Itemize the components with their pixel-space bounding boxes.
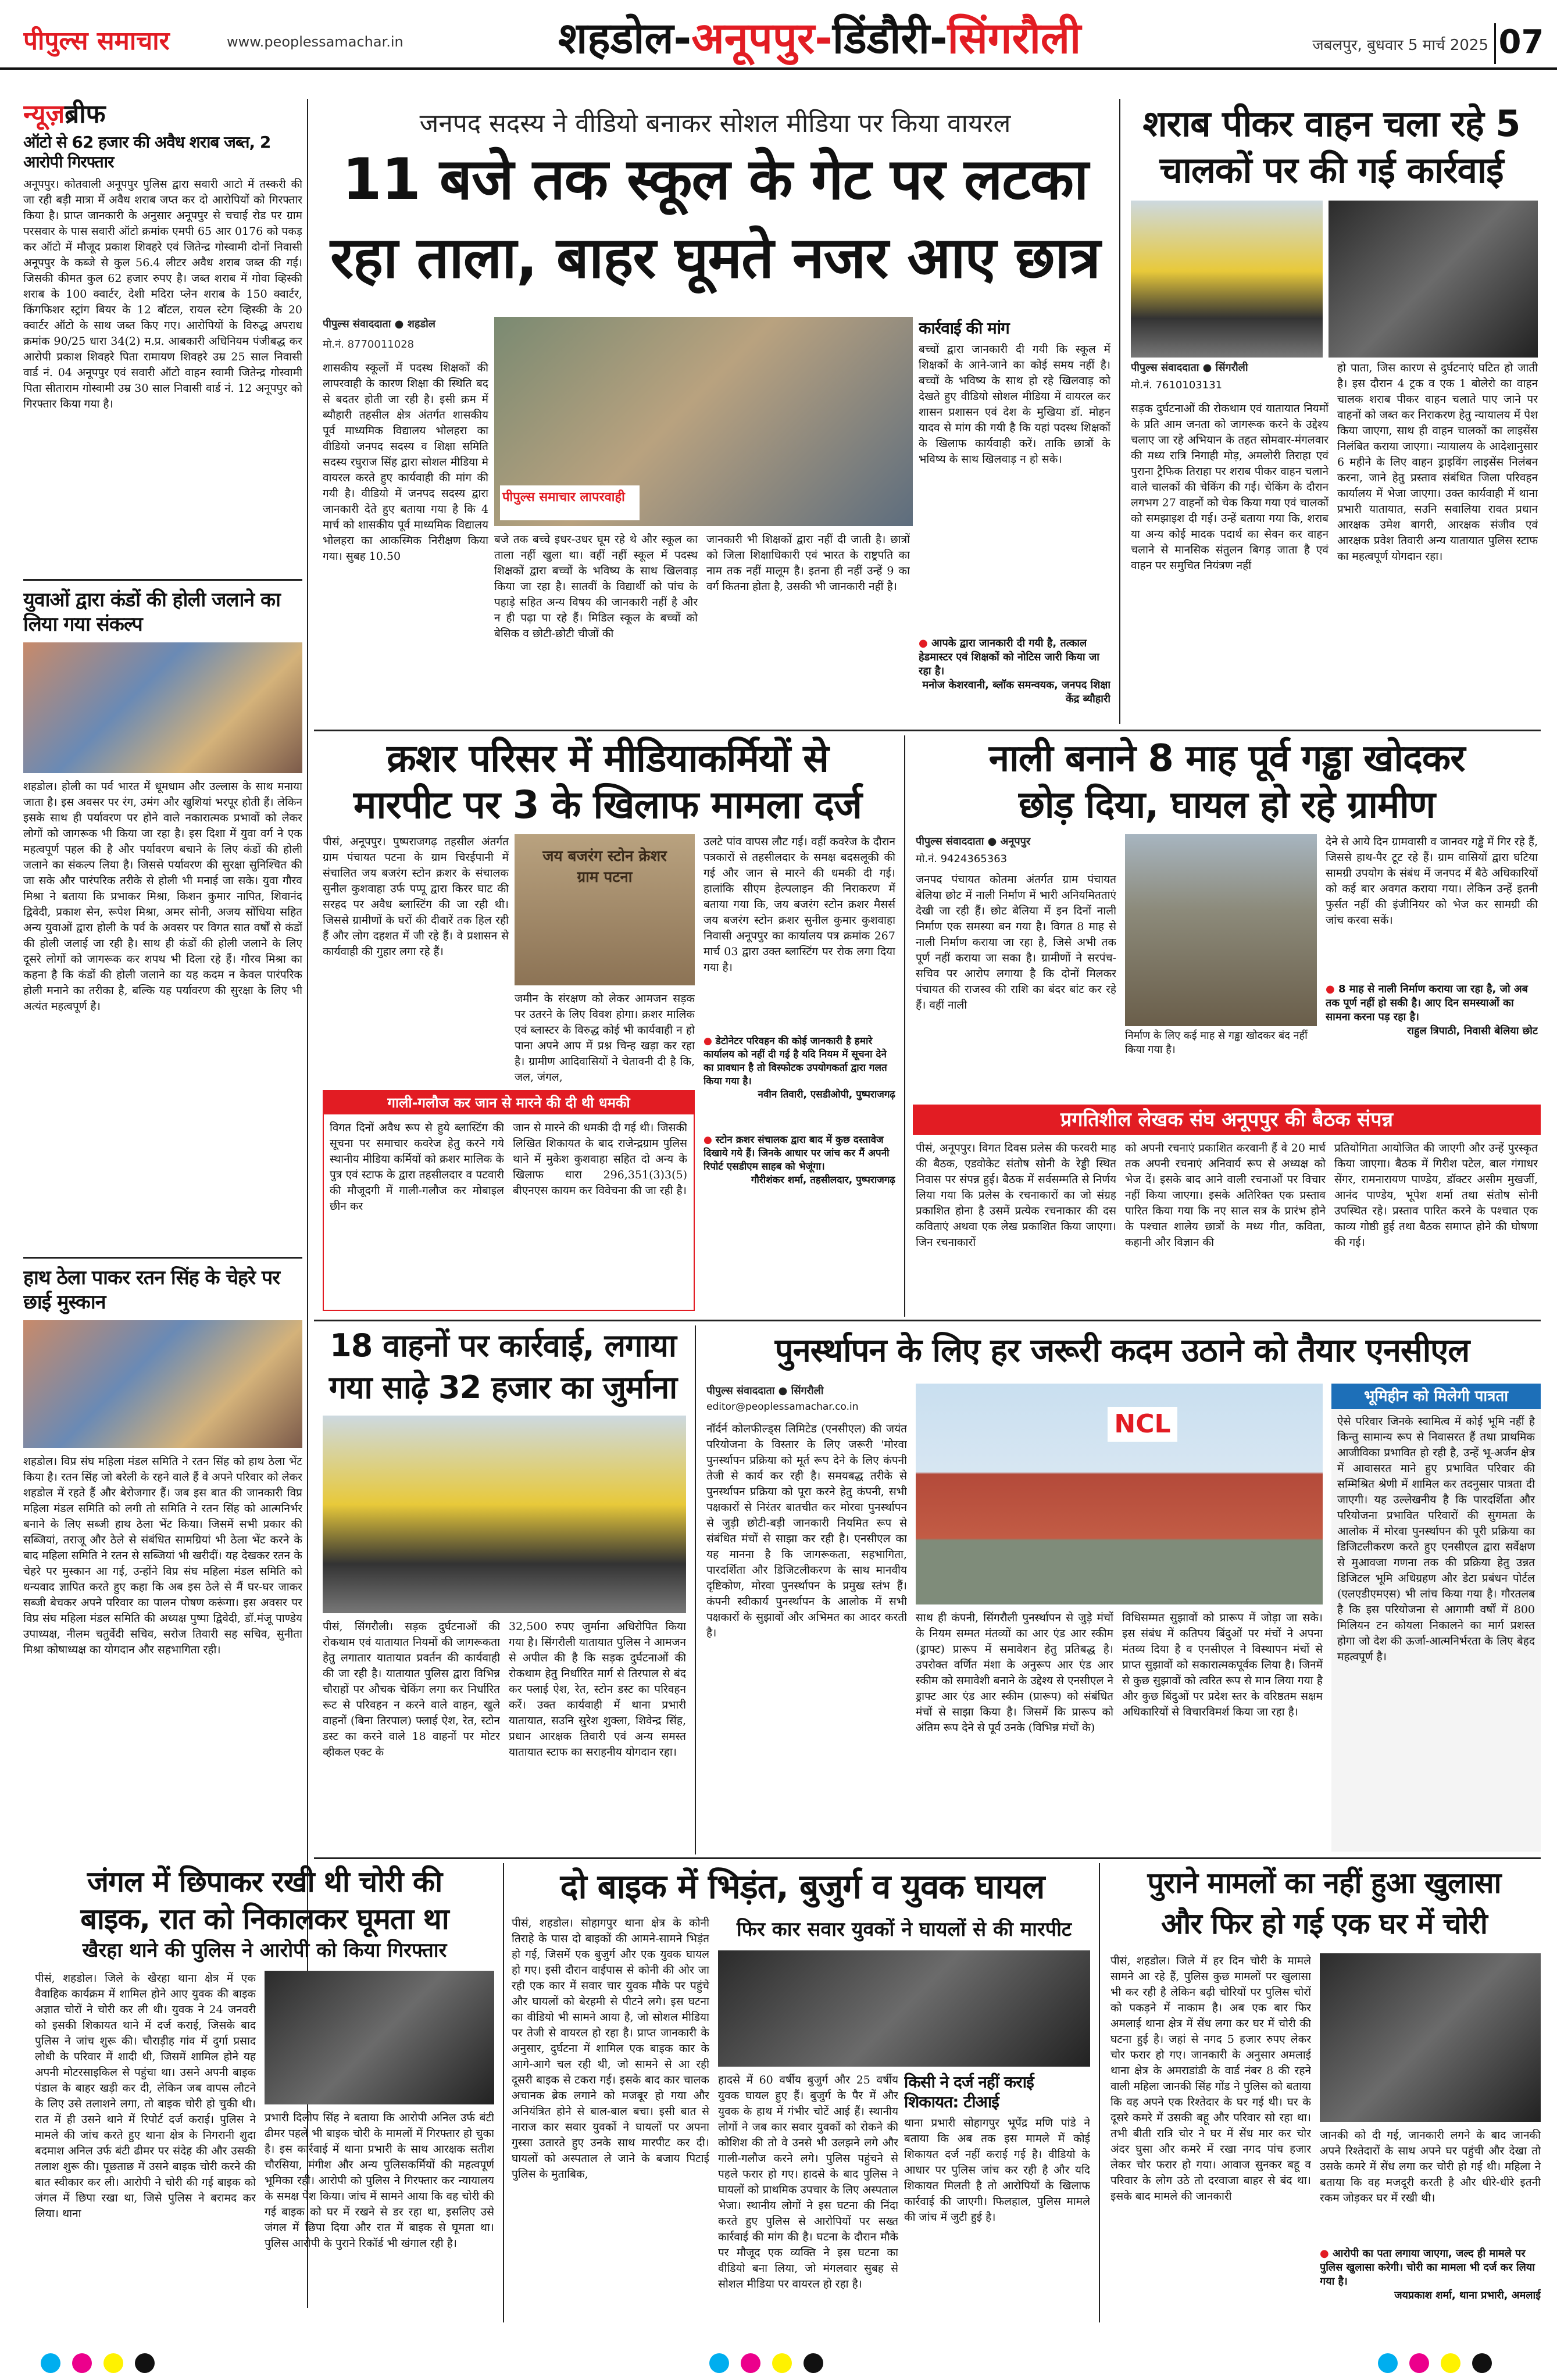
section-title-shahdol: शहडोल- — [558, 13, 692, 63]
school-byline: पीपुल्स संवाददाता ● शहडोल — [323, 318, 435, 330]
house-theft-headline-1: पुराने मामलों का नहीं हुआ खुलासा — [1147, 1866, 1501, 1900]
vehicle-col1: पीसं, सिंगरौली। सड़क दुर्घटनाओं की रोकथाम एवं यातायात नियमों की जागरूकता हेतु लगातार यातायात प्रवर्तन की कार्यवाही की जा रही है। यातायात पुलिस द्वारा विभिन्न चौराहों पर औचक चेकिंग लगा कर निर्धारित रूट से परिवहन न करने वाले वाहन, खुले वाहनों (बिना तिरपाल) फ्लाई ऐश, रेत, स्टोन डस्ट का करने वाले 18 वाहनों पर मोटर व्हीकल एक्ट के — [323, 1620, 500, 1759]
bike-theft-subhead: खैरहा थाने की पुलिस ने आरोपी को किया गिरफ्तार — [82, 1939, 447, 1962]
row-divider — [314, 1320, 1541, 1321]
drain-col1: जनपद पंचायत कोतमा अंतर्गत ग्राम पंचायत बेलिया छोट में नाली निर्माण में भारी अनियमितताएं देखी जा रही हैं। छोट बेलिया में इन दिनों नाली निर्माण एक समस्या बन गया है। विगत 8 माह से नाली निर्माण कराया जा रहा है, जिसे अभी तक पूर्ण नहीं कराया जा सका है। ग्रामीणों ने सरपंच-सचिव पर आरोप लगाया है कि दोनों मिलकर पंचायत की राजस्व की राशि का बंदर बांट कर रहे हैं। वहीं नाली — [916, 873, 1116, 1012]
cmyk-right — [1372, 2353, 1523, 2377]
ncl-col1: नॉर्दर्न कोलफील्ड्स लिमिटेड (एनसीएल) की जयंत परियोजना के विस्तार के लिए जरूरी 'मोरवा पुनर्स्थापन प्रक्रिया को मूर्त रूप देने के लिए कंपनी तेजी से कार्य कर रही है। समयबद्ध तरीके से पुनर्स्थापन प्रक्रिया को पूरा करने हेतु कंपनी, सभी पक्षकारों से निरंतर बातचीत कर मोरवा पुनर्स्थापन से जुड़ी छोटी-बड़ी जानकारी नियमित रूप से संबंधित मंचों से साझा कर रही है। एनसीएल का यह मानना है कि जागरूकता, सहभागिता, पारदर्शिता और डिजिटलीकरण के साथ मानवीय दृष्टिकोण, मोरवा पुनर्स्थापन के प्रमुख स्तंभ हैं। कंपनी स्वीकार्य पुनर्स्थापन के आलोक में सभी पक्षकारों के सुझावों और अभिमत का आदर करती है। — [706, 1423, 907, 1639]
ncl-col3: विधिसम्मत सुझावों को प्रारूप में जोड़ा जा सके। इस संबंध में कतिपय बिंदुओं पर मंचों ने अपना मंतव्य दिया है व एनसीएल ने विस्थापन मंचों से प्राप्त सुझावों को सकारात्मकपूर्वक लिया है। जिनमें से कुछ सुझावों को त्वरित रूप से मान लिया गया है और कुछ बिंदुओं पर प्रदेश स्तर के वरिष्ठतम सक्षम अधिकारियों से विचारविमर्श किया जा रहा है। — [1122, 1611, 1323, 1718]
crusher-col2: जमीन के संरक्षण को लेकर आमजन सड़क पर उतरने के लिए विवश होगा। क्रशर मालिक एवं ब्लास्टर के विरुद्ध कोई भी कार्यवाही न हो पाना अपने आप में प्रश्न चिन्ह खड़ा कर रहा है। ग्रामीण आदिवासियों ने चेतावनी दी है कि, जल, जंगल, — [515, 992, 695, 1084]
quote-marker-icon: ● — [1326, 983, 1335, 995]
accident-headline: दो बाइक में भिड़ंत, बुजुर्ग व युवक घायल — [560, 1867, 1045, 1906]
drunk-headline-1: शराब पीकर वाहन चला रहे 5 — [1142, 102, 1520, 145]
row-divider — [314, 730, 1541, 731]
accident-subhead: फिर कार सवार युवकों ने घायलों से की मारपीट — [736, 1918, 1072, 1941]
school-photo-tag: पीपुल्स समाचार लापरवाही — [500, 485, 640, 520]
school-photo — [494, 317, 913, 526]
row-divider — [314, 1857, 1541, 1859]
writers-headline: प्रगतिशील लेखक संघ अनूपपुर की बैठक संपन्न — [913, 1105, 1541, 1135]
school-col4: बच्चों द्वारा जानकारी दी गयी कि स्कूल में शिक्षकों के आने-जाने का कोई समय नहीं है। बच्चों के भविष्य के साथ हो रहे खिलवाड़ को देखते हुए वीडियो सोशल मीडिया में वायरल कर शासन प्रशासन एवं देश के मुखिया डॉ. मोहन यादव से मांग की गयी है कि यहां पदस्थ शिक्षकों के खिलाफ कार्यवाही करें। ताकि छात्रों के भविष्य के साथ खिलवाड़ न हो सके। — [919, 343, 1110, 466]
crusher-col1: पीसं, अनूपपुर। पुष्पराजगढ़ तहसील अंतर्गत ग्राम पंचायत पटना के ग्राम चिरईपानी में संचालित जय बजरंग स्टोन क्रशर के संचालक सुनील कुशवाहा उर्फ पप्पू द्वारा किरर घाट की सरहद पर अवैध ब्लास्टिंग की जा रही थी। जिससे ग्रामीणों के घरों की दीवारें तक हिल रही हैं और लोग दहशत में जी रहे हैं। वे प्रशासन से कार्यवाही की गुहार लगा रहे हैं। — [323, 835, 509, 958]
school-col3: जानकारी भी शिक्षकों द्वारा नहीं दी जाती है। छात्रों को जिला शिक्षाधिकारी एवं भारत के राष्ट्रपति का नाम तक नहीं मालूम है। इतना ही नहीं उन्हें 9 का वर्ग कितना होता है, उसकी भी जानकारी नहीं है। — [706, 533, 910, 593]
drunk-mobile: मो.नं. 7610103131 — [1131, 379, 1223, 391]
drain-mobile: मो.नं. 9424365363 — [916, 853, 1008, 865]
column-divider — [503, 1863, 504, 2322]
dateline: जबलपुर, बुधवार 5 मार्च 2025 — [1312, 37, 1488, 54]
crusher-sidebox-col2: जान से मारने की धमकी दी गई थी। जिसकी लिखित शिकायत के बाद राजेन्द्रग्राम पुलिस थाने में मुकेश कुशवाहा सहित दो अन्य के खिलाफ धारा 296,351(3)3(5) बीएनएस कायम कर विवेचना की जा रही है। — [513, 1121, 687, 1197]
ratan-body: शहडोल। विप्र संघ महिला मंडल समिति ने रतन सिंह को हाथ ठेला भेंट किया है। रतन सिंह जो बरेली के रहने वाले हैं वे अपने परिवार को लेकर शहडोल में रहते हैं और बेरोजगार हैं। जब इस बात की जानकारी विप्र महिला मंडल समिति को लगी तो समिति ने रतन सिंह को आत्मनिर्भर बनाने के लिए सब्जी हाथ ठेला भेंट किया। जिसमें सभी प्रकार की सब्जियां, तराजू और ठेले से संबंधित सामग्रियां भी ठेला भेंट करने के बाद महिला समिति ने रतन से सब्जियां भी खरीदीं। यह देखकर रतन के चेहरे पर मुस्कान आ गई, उन्होंने विप्र संघ महिला मंडल समिति को धन्यवाद ज्ञापित करते हुए कहा कि अब इस ठेले से मैं घर-घर जाकर सब्जी बेचकर अपने परिवार का पालन पोषण करूंगा। इस अवसर पर विप्र संघ महिला मंडल समिति की अध्यक्ष पुष्पा द्विवेदी, डॉ.मंजू पाण्डेय उपाध्यक्ष, नीलम चतुर्वेदी सचिव, सरोज तिवारी सह सचिव, सुनीता मिश्रा कोषाध्यक्ष का योगदान और सहभागिता रही। — [23, 1455, 302, 1656]
house-theft-headline-2: और फिर हो गई एक घर में चोरी — [1161, 1907, 1487, 1941]
house-theft-col1: पीसं, शहडोल। जिले में हर दिन चोरी के मामले सामने आ रहे हैं, पुलिस कुछ मामलों पर खुलासा भी कर रही है लेकिन बढ़ी चोरियों पर पुलिस चोरों को पकड़ने में नाकाम है। अब एक बार फिर अमलाई थाना क्षेत्र में सेंध लगा कर घर में चोरी की घटना हुई है। जहां से नगद 5 हजार रुपए लेकर चोर फरार हो गए। जानकारी के अनुसार अमलाई थाना क्षेत्र के अमराडांडी के वार्ड नंबर 8 की रहने वाली महिला जानकी सिंह गोंड ने पुलिस को बताया कि वह अपने एक रिश्तेदार के घर गई थी। घर के दूसरे कमरे में उसकी बहू और परिवार सो रहा था। तभी बीती रात्रि चोर ने घर में सेंध मार कर चोर अंदर घुसा और कमरे में रखा नगद पांच हजार लेकर चोर फरार हो गया। आवाज सुनकर बहू व परिवार के लोग उठे तो दरवाजा बाहर से बंद था। इसके बाद मामले की जानकारी — [1110, 1954, 1311, 2203]
brief-body: अनूपपुर। कोतवाली अनूपपुर पुलिस द्वारा सवारी आटो में तस्करी की जा रही बड़ी मात्रा में अवैध शराब जप्त कर दो आरोपियों को गिरफ्तार किया है। प्राप्त जानकारी के अनुसार अनूपपुर से चचाई रोड पर ग्राम परसवार के पास सवारी ऑटो क्रमांक एमपी 65 आर 0176 को पकड़ कर ऑटो में मौजूद प्रकाश शिवहरे एवं जितेन्द्र गोस्वामी दोनों निवासी अनूपपुर के कब्जे से कुल 56.4 लीटर अवैध शराब जब्त की गई। जिसकी कीमत कुल 62 हजार रुपए है। जब्त शराब में गोवा व्हिस्की शराब के 100 क्वार्टर, देशी मदिरा प्लेन शराब के 150 क्वार्टर, किंगफिशर स्ट्रांग बियर के 12 बॉटल, रायल स्टेग व्हिस्की के 20 क्वार्टर ऑटो के साथ जब्त किए गए। आरोपियों के विरुद्ध अपराध क्रमांक 90/25 धारा 34(2) म.प्र. आबकारी अधिनियम पंजीबद्ध कर आरोपी प्रकाश शिवहरे पिता रामायण शिवहरे उम्र 25 साल निवासी वार्ड नं. 04 अनूपपुर एवं सवारी ऑटो वाहन स्वामी जितेन्द्र गोस्वामी पिता सीताराम गोस्वामी उम्र 30 साल निवासी वार्ड नं. 12 अनूपपुर को गिरफ्तार किया गया है। — [23, 178, 302, 410]
crusher-headline-2: मारपीट पर 3 के खिलाफ मामला दर्ज — [353, 782, 862, 827]
masthead — [0, 0, 1557, 70]
school-col2: बजे तक बच्चे इधर-उधर घूम रहे थे और स्कूल का ताला नहीं खुला था। वहीं नहीं स्कूल में पदस्थ शिक्षकों द्वारा बच्चों के भविष्य के साथ खिलवाड़ किया जा रहा है। सातवीं के विद्यार्थी को पांच के पहाड़े सहित अन्य विषय की जानकारी नहीं है और न ही पढ़ा पा रहे हैं। मिडिल स्कूल के बच्चों को बेसिक व छोटी-छोटी चीजों की — [494, 533, 698, 640]
vehicle-headline-1: 18 वाहनों पर कार्रवाई, लगाया — [330, 1327, 676, 1364]
crusher-photo — [515, 834, 695, 985]
school-kicker: जनपद सदस्य ने वीडियो बनाकर सोशल मीडिया पर किया वायरल — [419, 109, 1011, 137]
school-mobile: मो.नं. 8770011028 — [323, 338, 415, 351]
website-url: www.peoplessamachar.in — [227, 34, 403, 50]
drunk-photo-1 — [1131, 201, 1323, 358]
writers-section — [913, 1105, 1541, 1314]
bike-theft-headline-2: बाइक, रात को निकालकर घूमता था — [80, 1902, 449, 1936]
drunk-photo-2 — [1329, 201, 1538, 358]
ncl-building-sign: NCL — [1108, 1407, 1177, 1442]
ncl-sidebar-title: भूमिहीन को मिलेगी पात्रता — [1331, 1384, 1541, 1409]
drain-caption: निर्माण के लिए कई माह से गड्ढा खोदकर बंद नहीं किया गया है। — [1125, 1030, 1308, 1056]
ncl-email: editor@peoplessamachar.co.in — [706, 1401, 859, 1413]
drunk-byline: पीपुल्स संवाददाता ● सिंगरौली — [1131, 362, 1248, 374]
ncl-sidebar — [1331, 1384, 1541, 1852]
drain-headline-1: नाली बनाने 8 माह पूर्व गड्ढा खोदकर — [988, 737, 1465, 780]
column-divider — [1119, 99, 1120, 724]
vehicle-col2: 32,500 रुपए जुर्माना अधिरोपित किया गया है। सिंगरौली यातायात पुलिस ने आमजन से अपील की है कि सड़क दुर्घटनाओं की रोकथाम हेतु निर्धारित मार्ग से तिरपाल से बंद कर फ्लाई ऐश, रेत, स्टोन डस्ट का परिवहन करें। उक्त कार्यवाही में थाना प्रभारी यातायात, सउनि सुरेश शुक्ला, शिवेन्द्र सिंह, प्रधान आरक्षक तिवारी एवं अन्य समस्त यातायात स्टाफ का सराहनीय योगदान रहा। — [509, 1620, 686, 1759]
drunk-col2: हो पाता, जिस कारण से दुर्घटनाएं घटित हो जाती है। इस दौरान 4 ट्रक व एक 1 बोलेरो का वाहन चालक शराब पीकर वाहन चलाते पाए जाने पर वाहनों को जब्त कर निराकरण हेतु न्यायालय में पेश किया जाएगा, साथ ही वाहन चालकों का लाइसेंस निलंबित कराया जाएगा। न्यायालय के आदेशानुसार 6 महीने के लिए वाहन ड्राइविंग लाइसेंस निलंबन करना, जाने हेतु प्रस्ताव संबंधित जिला परिवहन कार्यालय में भेजा जाएगा। उक्त कार्यवाही में थाना प्रभारी यातायात, सउनि सवालिया रावत प्रधान आरक्षक उमेश बागरी, आरक्षक संजीव एवं आरक्षक प्रवेश तिवारी अन्य यातायात पुलिस स्टाफ का महत्वपूर्ण योगदान रहा। — [1337, 362, 1538, 563]
holi-body: शहडोल। होली का पर्व भारत में धूमधाम और उल्लास के साथ मनाया जाता है। इस अवसर पर रंग, उमंग और खुशियां भरपूर होती हैं। लेकिन इसके साथ ही पर्यावरण पर होने वाले नकारात्मक प्रभावों को लेकर लोगों को जागरूक भी किया जा रहा है। इस दिशा में युवा वर्ग ने एक महत्वपूर्ण पहल की है और पर्यावरण बचाने के लिए कंडों की होली जलाने का संकल्प लिया है। जिससे पर्यावरण की सुरक्षा सुनिश्चित की जा सके और पारंपरिक तरीके से होली भी मनाई जा सके। युवा गौरव मिश्रा ने बताया कि प्रभाकर मिश्रा, किशन कुमार नापित, शिवानंद द्विवेदी, प्रकाश सेन, रूपेश मिश्रा, अमर सोनी, अजय सोंधिया सहित अन्य युवाओं द्वारा होली के पर्व के अवसर पर विगत सात वर्षों से कंडों की होली जलाई जा रही है। साथ ही कंडों की होली जलाने के लिए दूसरे लोगों को जागरूक कर शपथ भी दिला रहे हैं। गौरव मिश्रा का कहना है कि कंडों की होली जलाने का यह कदम न केवल पारंपरिक होली मनाने का तरीका है, बल्कि यह पर्यावरण की सुरक्षा के लिए भी अत्यंत महत्वपूर्ण है। — [23, 780, 302, 1013]
crusher-sidebox-col1: विगत दिनों अवैध रूप से हुये ब्लास्टिंग की सूचना पर समाचार कवरेज हेतु करने गये स्थानीय मीडिया कर्मियों को क्रशर मालिक के पुत्र एवं स्टाफ के द्वारा तहसीलदार व पटवारी की मौजूदगी में गाली-गलौज कर मोबाइल छीन कर — [330, 1121, 504, 1213]
quote-marker-icon: ● — [919, 637, 928, 649]
ratan-headline: हाथ ठेला पाकर रतन सिंह के चेहरे पर छाई मुस्कान — [23, 1266, 280, 1314]
drunk-headline-2: चालकों पर की गई कार्रवाई — [1159, 149, 1504, 191]
holi-photo — [23, 642, 302, 773]
section-title-dindori: डिंडौरी- — [832, 13, 948, 63]
writers-col1: पीसं, अनूपपुर। विगत दिवस प्रलेस की फरवरी माह की बैठक, एडवोकेट संतोष सोनी के रेड्डी स्थित निवास पर संपन्न हुई। बैठक में सर्वसम्मति से निर्णय लिया गया कि प्रलेस के रचनाकारों का जो संग्रह प्रकाशित होना है उसमें प्रत्येक रचनाकार की दस कविताएं अथवा एक लेख प्रकाशित किया जाएगा। जिन रचनाकारों — [916, 1142, 1116, 1249]
brand-logo — [23, 22, 215, 57]
brand-name: पीपुल्स समाचार — [23, 26, 170, 56]
drunk-col1: सड़क दुर्घटनाओं की रोकथाम एवं यातायात नियमों के प्रति आम जनता को जागरूक करने के उद्देश्य चलाए जा रहे अभियान के तहत सोमवार-मंगलवार की मध्य रात्रि निगाही मोड़, अमलोरी तिराहा एवं पुराना ट्रैफिक तिराहा पर शराब पीकर वाहन चलाने वाले चालकों की चेकिंग की गई। चेकिंग के दौरान लगभग 27 वाहनों को चेक किया गया एवं चालकों को समझाइश दी गई। उन्हें बताया गया कि, शराब या अन्य कोई मादक पदार्थ का सेवन कर वाहन चलाने से मानसिक संतुलन बिगड़ जाता है एवं वाहन पर समुचित नियंत्रण नहीं — [1131, 402, 1329, 572]
crusher-sidebox — [323, 1090, 695, 1311]
ncl-byline: पीपुल्स संवाददाता ● सिंगरौली — [706, 1385, 824, 1397]
school-quote-author: मनोज केशरवानी, ब्लॉक समन्वयक, जनपद शिक्षा केंद्र ब्यौहारी — [922, 679, 1110, 705]
house-theft-quote: ● आरोपी का पता लगाया जाएगा, जल्द ही मामले पर पुलिस खुलासा करेगी। चोरी का मामला भी दर्ज कर लिया गया है। जयप्रकाश शर्मा, थाना प्रभारी, अमलाई — [1320, 2247, 1541, 2302]
bike-theft-col2: प्रभारी दिलीप सिंह ने बताया कि आरोपी अनिल उर्फ बंटी ढीमर पहले भी बाइक चोरी के मामलों में गिरफ्तार हो चुका है। इस कार्रवाई में थाना प्रभारी के साथ आरक्षक सतीश चौरसिया, मंगीश और अन्य पुलिसकर्मियों की महत्वपूर्ण भूमिका रही। आरोपी को पुलिस ने गिरफ्तार कर न्यायालय के समक्ष पेश किया। जांच में सामने आया कि वह चोरी की गई बाइक को घर में रखने से डर रहा था, इसलिए उसे जंगल में छिपा दिया और रात में बाइक से घूमता था। पुलिस आरोपी के पुराने रिकॉर्ड भी खंगाल रही है। — [265, 2111, 494, 2250]
house-theft-photo — [1320, 1953, 1541, 2122]
crusher-quote-2: ● स्टोन क्रशर संचालक द्वारा बाद में कुछ दस्तावेज दिखाये गये हैं। जिनके आधार पर जांच कर मैं अपनी रिपोर्ट एसडीएम साहब को भेजूंगा। गौरीशंकर शर्मा, तहसीलदार, पुष्पराजगढ़ — [703, 1134, 895, 1186]
column-divider — [695, 1325, 696, 1854]
footer-registration-marks — [0, 2349, 1557, 2380]
accident-box-title: किसी ने दर्ज नहीं कराई शिकायत: टीआई — [904, 2072, 1034, 2111]
vehicle-photo — [323, 1416, 686, 1613]
school-subhead: कार्रवाई की मांग — [919, 319, 1009, 338]
crusher-headline-1: क्रशर परिसर में मीडियाकर्मियों से — [387, 736, 829, 781]
bike-theft-photo — [265, 1971, 494, 2104]
crusher-quote-1: ● डेटोनेटर परिवहन की कोई जानकारी है हमारे कार्यालय को नहीं दी गई है यदि नियम में सूचना देने का प्रावधान है तो विस्फोटक उपयोगकर्ता द्वारा गलत किया गया है। नवीन तिवारी, एसडीओपी, पुष्पराजगढ़ — [703, 1035, 895, 1100]
crusher-sign-text: जय बजरंग स्टोन क्रेशर ग्राम पटना — [542, 848, 667, 886]
ratan-photo — [23, 1320, 302, 1448]
quote-marker-icon: ● — [1320, 2247, 1329, 2260]
accident-col2: हादसे में 60 वर्षीय बुजुर्ग और 25 वर्षीय युवक घायल हुए हैं। बुजुर्ग के पैर में और युवक के हाथ में गंभीर चोटें आई हैं। स्थानीय लोगों ने जब कार सवार युवकों को रोकने की कोशिश की तो वे उनसे भी उलझने लगे और गाली-गलौज करने लगे। पुलिस पहुंचने से पहले फरार हो गए। हादसे के बाद पुलिस ने घायलों को प्राथमिक उपचार के लिए अस्पताल भेजा। स्थानीय लोगों ने इस घटना की निंदा करते हुए पुलिस से आरोपियों पर सख्त कार्रवाई की मांग की है। घटना के दौरान मौके पर मौजूद एक व्यक्ति ने इस घटना का वीडियो बना लिया, जो मंगलवार सुबह से सोशल मीडिया पर वायरल हो रहा है। — [718, 2074, 898, 2290]
vehicle-headline-2: गया साढ़े 32 हजार का जुर्माना — [328, 1369, 677, 1406]
page-number: 07 — [1494, 23, 1547, 64]
bike-theft-section — [35, 1863, 494, 2328]
drain-col2: देने से आये दिन ग्रामवासी व जानवर गड्ढे में गिर रहे हैं, जिससे हाथ-पैर टूट रहे हैं। ग्राम वासियों द्वारा घटिया सामग्री उपयोग के संबंध में जनपद में बैठे अधिकारियों को कई बार अवगत कराया गया। लेकिन उन्हें इतनी फुर्सत नहीं की इंजीनियर को भेज कर सामग्री की जांच करवा सकें। — [1326, 835, 1538, 927]
school-headline-2: रहा ताला, बाहर घूमते नजर आए छात्र — [330, 225, 1101, 291]
divider — [23, 1257, 302, 1259]
crusher-sidebox-title: गाली-गलौज कर जान से मारने की दी थी धमकी — [324, 1091, 694, 1114]
brief-headline: ऑटो से 62 हजार की अवैध शराब जब्त, 2 आरोपी गिरफ्तार — [23, 133, 271, 171]
drain-byline: पीपुल्स संवाददाता ● अनूपपुर — [916, 835, 1031, 848]
column-divider — [904, 735, 905, 1317]
divider — [23, 579, 302, 581]
section-title — [558, 10, 1163, 69]
accident-box — [904, 2072, 1090, 2322]
cmyk-center — [703, 2353, 855, 2377]
drain-photo — [1125, 834, 1317, 1026]
news-brief-label: न्यूज़ब्रीफ — [23, 99, 106, 129]
accident-col1: पीसं, शहडोल। सोहागपुर थाना क्षेत्र के कोनी तिराहे के पास दो बाइकों की आमने-सामने भिड़ंत हो गई, जिसमें एक बुजुर्ग और एक युवक घायल हो गए। इसी दौरान वाईपास से कोनी की ओर जा रही एक कार में सवार चार युवक मौके पर पहुंचे और घायलों को बेरहमी से पीटने लगे। इस घटना का वीडियो भी सामने आया है, जो सोशल मीडिया पर तेजी से वायरल हो रहा है। प्राप्त जानकारी के अनुसार, दुर्घटना में शामिल एक बाइक कार के आगे-आगे चल रही थी, जो सामने से आ रही दूसरी बाइक से टकरा गई। इसके बाद कार चालक अचानक ब्रेक लगाने को मजबूर हो गया और अनियंत्रित होने से बाल-बाल बचा। इसी बात से नाराज कार सवार युवकों ने घायलों पर अपना गुस्सा उतारते हुए उनके साथ मारपीट कर दी। घायलों को अस्पताल ले जाने के बजाय पिटाई पुलिस के मुताबिक, — [512, 1917, 709, 2181]
school-quote-text: आपके द्वारा जानकारी दी गयी है, तत्काल हेडमास्टर एवं शिक्षकों को नोटिस जारी किया जा रहा है। — [919, 637, 1099, 677]
school-headline-1: 11 बजे तक स्कूल के गेट पर लटका — [342, 146, 1088, 213]
drain-headline-2: छोड़ दिया, घायल हो रहे ग्रामीण — [1018, 784, 1435, 827]
holi-headline: युवाओं द्वारा कंडों की होली जलाने का लिया गया संकल्प — [23, 588, 280, 636]
writers-col3: प्रतियोगिता आयोजित की जाएगी और उन्हें पुरस्कृत किया जाएगा। बैठक में गिरीश पटेल, बाल गंगाधर सेंगर, रामनारायण पाण्डेय, डॉक्टर असीम मुखर्जी, आनंद पाण्डेय, भूपेश शर्मा तथा संतोष सोनी उपस्थित रहे। प्रस्ताव पारित करने के पश्चात एक काव्य गोष्ठी हुई तथा बैठक समाप्त होने की घोषणा की गई। — [1334, 1142, 1538, 1249]
accident-photo — [718, 1950, 1090, 2067]
section-title-singrauli: सिंगरौली — [947, 13, 1081, 63]
cmyk-left — [35, 2353, 186, 2377]
ncl-sidebar-body: ऐसे परिवार जिनके स्वामित्व में कोई भूमि नहीं है किन्तु सामान्य रूप से निवासरत हैं तथा प्राथमिक आजीविका प्रभावित हो रही है, उन्हें भू-अर्जन क्षेत्र में आवासरत माने हुए प्रभावित परिवार की सम्मिश्रित श्रेणी में शामिल कर तदनुसार पात्रता दी जाएगी। यह उल्लेखनीय है कि पारदर्शिता और परियोजना प्रभावित परिवारों की सुगमता के आलोक में मोरवा पुनर्स्थापन की पूरी प्रक्रिया का डिजिटलीकरण करते हुए एनसीएल द्वारा सर्वेक्षण से मुआवजा गणना तक की प्रक्रिया हेतु उन्नत डिजिटल भूमि अधिग्रहण और डेटा प्रबंधन पोर्टल (एलएडीएमएस) भी लांच किया गया है। गौरतलब है कि इस परियोजना से आगामी वर्षों में 800 मिलियन टन कोयला निकालने का मार्ग प्रशस्त होगा जो देश की ऊर्जा-आत्मनिर्भरता के लिए बेहद महत्वपूर्ण है। — [1337, 1415, 1535, 1663]
ncl-photo — [916, 1384, 1323, 1604]
drain-quote: ● 8 माह से नाली निर्माण कराया जा रहा है, जो अब तक पूर्ण नहीं हो सकी है। आए दिन समस्याओं का सामना करना पड़ रहा है। राहुल त्रिपाठी, निवासी बेलिया छोट — [1326, 983, 1538, 1037]
school-quote — [919, 637, 1110, 724]
column-divider — [1099, 1863, 1100, 2322]
ncl-headline: पुनर्स्थापन के लिए हर जरूरी कदम उठाने को तैयार एनसीएल — [774, 1332, 1470, 1370]
quote-marker-icon: ● — [703, 1035, 712, 1047]
quote-marker-icon: ● — [703, 1134, 712, 1146]
house-theft-col2: जानकी को दी गई, जानकारी लगने के बाद जानकी अपने रिश्तेदारों के साथ अपने घर पहुंची और देखा तो उसके कमरे में सेंध लगा कर चोरी हो गई थी। महिला ने बताया कि वह मजदूरी करती है और धीरे-धीरे इतनी रकम जोड़कर घर में रखी थी। — [1320, 2129, 1541, 2204]
section-title-anuppur: अनूपपुर- — [691, 13, 833, 63]
crusher-col3: उलटे पांव वापस लौट गई। वहीं कवरेज के दौरान पत्रकारों से तहसीलदार के समक्ष बदसलूकी की गई और जान से मारने की धमकी दी गई। हालांकि सीएम हेल्पलाइन की निराकरण में बताया गया कि, जय बजरंग स्टोन क्रशर मैसर्स जय बजरंग स्टोन क्रशर सुनील कुमार कुशवाहा निवासी अनूपपुर का कार्यालय पत्र क्रमांक 267 मार्च 03 द्वारा उक्त ब्लास्टिंग पर रोक लगा दिया गया है। — [703, 835, 895, 974]
school-col1: शासकीय स्कूलों में पदस्थ शिक्षकों की लापरवाही के कारण शिक्षा की स्थिति बद से बदतर होती जा रही है। इसी क्रम में ब्यौहारी तहसील क्षेत्र अंतर्गत शासकीय पूर्व माध्यमिक विद्यालय भोलहरा का वीडियो जनपद सदस्य व शिक्षा समिति सदस्य रघुराज सिंह द्वारा सोशल मीडिया मे वायरल करते हुए कार्यवाही की मांग की गयी है। वीडियो में जनपद सदस्य द्वारा जानकारी देते हुए बताया गया है कि 4 मार्च को शासकीय पूर्व माध्यमिक विद्यालय भोलहरा का आकस्मिक निरीक्षण किया गया। सुबह 10.50 — [323, 362, 488, 563]
accident-box-body: थाना प्रभारी सोहागपुर भूपेंद्र मणि पांडे ने बताया कि अब तक इस मामले में कोई शिकायत दर्ज नहीं कराई गई है। वीडियो के आधार पर पुलिस जांच कर रही है और यदि शिकायत मिलती है तो आरोपियों के खिलाफ कार्रवाई की जाएगी। फिलहाल, पुलिस मामले की जांच में जुटी हुई है। — [904, 2117, 1090, 2224]
ncl-col2: साथ ही कंपनी, सिंगरौली पुनर्स्थापन से जुड़े मंचों के नियम सम्मत मंतव्यों का आर एंड आर स्कीम (ड्राफ्ट) प्रारूप में समावेशन हेतु प्रतिबद्ध है। उपरोक्त वर्णित मंशा के अनुरूप आर एंड आर स्कीम को समावेशी बनाने के उद्देश्य से एनसीएल ने ड्राफ्ट आर एंड आर स्कीम (प्रारूप) को संबंधित मंचों से साझा किया है। जिसमें कि प्रारूप को अंतिम रूप देने से पूर्व उनके (विभिन्न मंचों के) — [916, 1611, 1113, 1734]
writers-col2: को अपनी रचनाएं प्रकाशित करवानी हैं वे 20 मार्च तक अपनी रचनाएं अनिवार्य रूप से अध्यक्ष को भेज दें। इसके बाद आने वाली रचनाओं पर विचार नहीं किया जाएगा। इसके अतिरिक्त एक प्रस्ताव पारित किया गया कि नए साल सत्र के प्रारंभ होने के पश्चात शालेय छात्रों के मध्य गीत, कविता, कहानी और विज्ञान की — [1125, 1142, 1326, 1249]
bike-theft-headline-1: जंगल में छिपाकर रखी थी चोरी की — [87, 1865, 442, 1899]
bike-theft-col1: पीसं, शहडोल। जिले के खैरहा थाना क्षेत्र में एक वैवाहिक कार्यक्रम में शामिल होने आए युवक की बाइक अज्ञात चोरों ने चोरी कर ली थी। युवक ने 24 जनवरी को इसकी शिकायत थाने में दर्ज कराई, जिसके बाद पुलिस ने जांच शुरू की। चौराड़ीह गांव में दुर्गा प्रसाद लोधी के परिवार में शादी थी, जिसमें शामिल होने यह अपनी मोटरसाइकिल से पहुंचा था। उसने अपनी बाइक पंडाल के बाहर खड़ी कर दी, लेकिन जब वापस लौटने के लिए उसे तलाशने लगा, तो बाइक चोरी हो चुकी थी। रात में ही उसने थाने में रिपोर्ट दर्ज कराई। पुलिस ने मामले की जांच करते हुए थाना क्षेत्र के निगरानी शुदा बदमाश अनिल उर्फ बंटी ढीमर पर संदेह की और उसकी तलाश शुरू की। पूछताछ में उसने बाइक चोरी करने की बात स्वीकार कर ली। आरोपी ने चोरी की गई बाइक को जंगल में छिपा रखा था, जिसे पुलिस ने बरामद कर लिया। थाना — [35, 1972, 256, 2220]
